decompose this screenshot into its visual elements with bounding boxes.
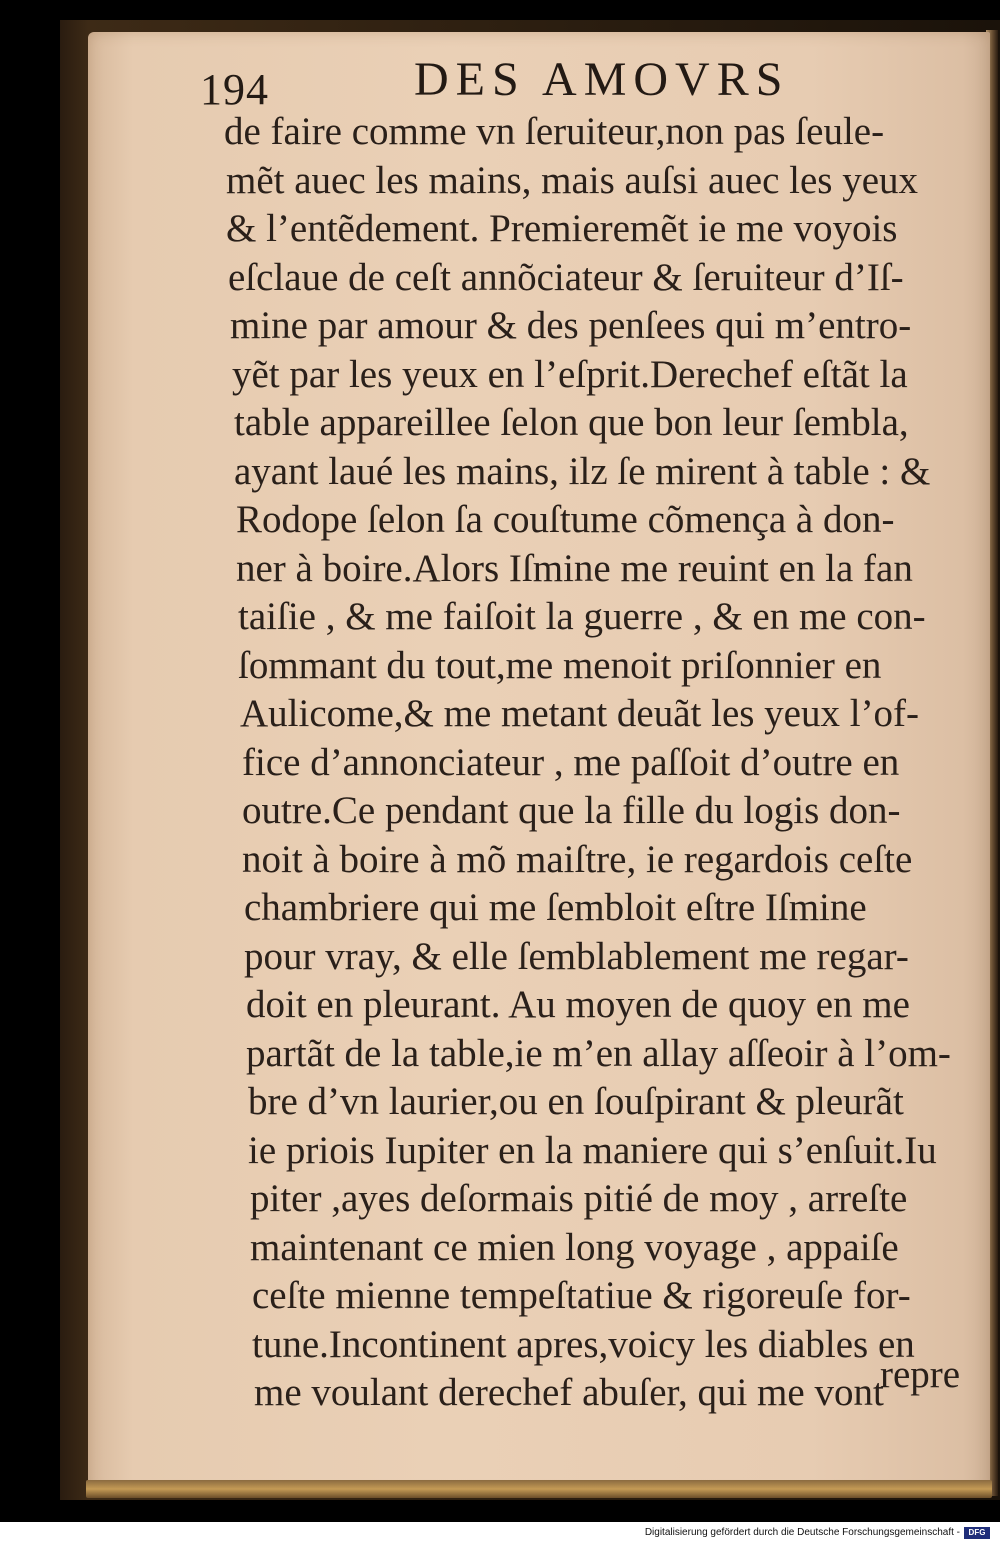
text-line: eſclaue de ceſt annõciateur & ſeruiteur d’Iſ- (228, 255, 904, 299)
text-line: noit à boire à mõ maiſtre, ie regardois ceſte (242, 837, 913, 881)
text-block (222, 108, 962, 1418)
text-line: mẽt auec les mains, mais auſsi auec les yeux (226, 158, 919, 202)
text-line: taiſie , & me faiſoit la guerre , & en me con- (238, 595, 926, 638)
text-line: piter ,ayes deſormais pitié de moy , arreſte (250, 1177, 908, 1220)
text-line: ayant laué les mains, ilz ſe mirent à table : & (234, 449, 931, 493)
dfg-logo-icon: DFG (964, 1527, 990, 1539)
text-line: me voulant derechef abuſer, qui me vont (254, 1371, 884, 1414)
text-line: table appareillee ſelon que bon leur ſembla, (234, 401, 909, 444)
text-line: ceſte mienne tempeſtatiue & rigoreuſe for- (252, 1274, 911, 1317)
text-line: ſommant du tout,me menoit priſonnier en (238, 643, 882, 687)
page-bottom-edge (86, 1480, 992, 1498)
text-line: bre d’vn laurier,ou en ſouſpirant & pleurãt (248, 1080, 904, 1123)
text-line: Aulicome,& me metant deuãt les yeux l’of- (240, 692, 920, 735)
text-line: chambriere qui me ſembloit eſtre Iſmine (244, 886, 867, 929)
text-line: Rodope ſelon ſa couſtume cõmença à don- (236, 498, 895, 541)
text-line: ie priois Iupiter en la maniere qui s’enſuit.Iu (248, 1128, 937, 1172)
text-line: & l’entẽdement. Premieremẽt ie me voyois (226, 207, 898, 250)
footer-credit: Digitalisierung gefördert durch die Deutsche Forschungsgemeinschaft - (644, 1527, 960, 1538)
text-line: tune.Incontinent apres,voicy les diables en (252, 1322, 915, 1366)
text-line: partãt de la table,ie m’en allay aſſeoir à l’om- (246, 1031, 951, 1075)
text-line: pour vray, & elle ſemblablement me regar- (244, 934, 909, 978)
text-line: mine par amour & des penſees qui m’entro- (230, 304, 912, 347)
text-line: de faire comme vn ſeruiteur,non pas ſeule- (224, 110, 885, 153)
text-line: outre.Ce pendant que la fille du logis don- (242, 789, 901, 832)
text-line: fice d’annonciateur , me paſſoit d’outre en (242, 740, 900, 784)
text-line: maintenant ce mien long voyage , appaiſe (250, 1225, 899, 1269)
page-number: 194 (200, 65, 269, 114)
catchword: repre (880, 1353, 961, 1396)
running-head: DES AMOVRS (414, 53, 790, 106)
text-line: ner à boire.Alors Iſmine me reuint en la fan (236, 546, 913, 590)
text-line: yẽt par les yeux en l’eſprit.Derechef eſtãt la (232, 352, 908, 396)
text-line: doit en pleurant. Au moyen de quoy en me (246, 983, 910, 1026)
